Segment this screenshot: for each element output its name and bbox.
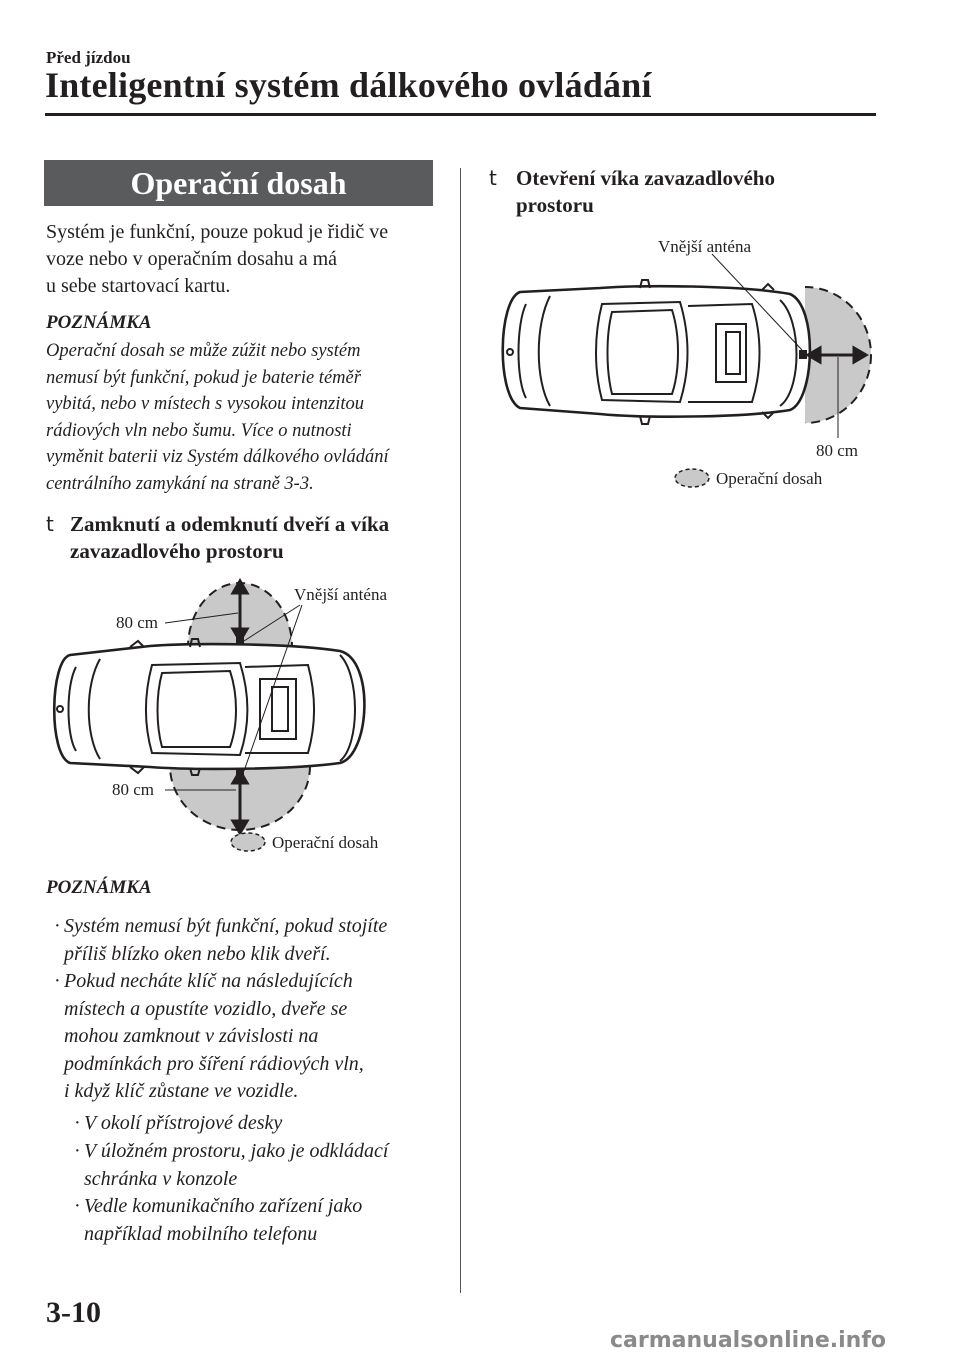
antenna-label: Vnější anténa [658,237,751,256]
watermark: carmanualsonline.info [610,1328,886,1353]
bullet-line: i když klíč zůstane ve vozidle. [64,1080,299,1102]
section-marker-icon: t [46,512,54,536]
page-title: Inteligentní systém dálkového ovládání [45,65,652,105]
note-line: Operační dosah se může zúžit nebo systém [46,341,361,361]
title-divider [45,113,876,116]
range-legend-label: Operační dosah [716,469,823,488]
bullet-line: V úložném prostoru, jako je odkládací [84,1140,389,1162]
bullet-dot: · [74,1140,81,1162]
bullet-dot: · [74,1112,81,1134]
bullet-line: Vedle komunikačního zařízení jako [84,1195,363,1217]
car-top-view [503,280,810,424]
bullet-line: Pokud necháte klíč na následujících [64,970,353,992]
bullet-line: místech a opustíte vozidlo, dveře se [64,997,348,1020]
note-title: POZNÁMKA [46,877,152,898]
car-top-view [54,639,364,775]
range-legend [675,469,823,488]
bullet-line: mohou zamknout v závislosti na [64,1025,319,1047]
intro-line: voze nebo v operačním dosahu a má [46,248,338,270]
bullet-dot: · [74,1195,81,1217]
section-heading [516,165,775,219]
note-line: vyměnit baterii viz Systém dálkového ovládání [46,447,389,467]
intro-line: u sebe startovací kartu. [46,275,231,297]
bullet-line: podmínkách pro šíření rádiových vln, [64,1052,364,1075]
section-heading-line: prostoru [516,193,594,217]
bullet-line: například mobilního telefonu [84,1222,318,1245]
note-line: nemusí být funkční, pokud je baterie téměř [46,367,361,388]
column-divider [460,168,461,1293]
section-heading-line: zavazadlového prostoru [70,539,284,563]
bullet-line: V okolí přístrojové desky [84,1112,283,1134]
section-banner: Operační dosah [44,160,433,206]
bullet-dot: · [54,970,61,992]
distance-label-top: 80 cm [116,613,159,632]
note-line: rádiových vln nebo šumu. Více o nutnosti [46,420,352,441]
antenna-marker-rear [799,350,807,359]
bullet-item [54,968,364,1106]
section-heading [70,511,389,565]
page-number: 3-10 [46,1296,101,1329]
intro-line: Systém je funkční, pouze pokud je řidič ve [46,221,389,243]
bullet-line: Systém nemusí být funkční, pokud stojíte [64,915,388,937]
note-line: centrálního zamykání na straně 3-3. [46,473,314,494]
intro-paragraph [46,219,388,300]
range-legend-label: Operační dosah [272,833,379,852]
section-heading-line: Zamknutí a odemknutí dveří a víka [70,512,390,536]
breadcrumb: Před jízdou [46,48,131,67]
bullet-item [54,913,388,968]
figure-trunk-range [490,230,890,495]
range-legend [231,833,379,852]
sub-bullet-item [74,1193,363,1248]
bullet-dot: · [54,915,61,937]
note-paragraph [46,338,389,497]
bullet-line: schránka v konzole [84,1167,238,1190]
figure-lock-unlock-range [40,575,440,860]
section-heading-line: Otevření víka zavazadlového [516,166,775,190]
note-title: POZNÁMKA [46,312,152,333]
section-marker-icon: t [489,166,497,190]
sub-bullet-item [74,1138,389,1193]
bullet-line: příliš blízko oken nebo klik dveří. [64,942,331,965]
distance-label-bottom: 80 cm [112,780,155,799]
note-line: vybitá, nebo v místech s vysokou intenzitou [46,394,365,414]
antenna-label: Vnější anténa [294,585,387,604]
distance-label: 80 cm [816,441,859,460]
sub-bullet-item [74,1110,283,1138]
